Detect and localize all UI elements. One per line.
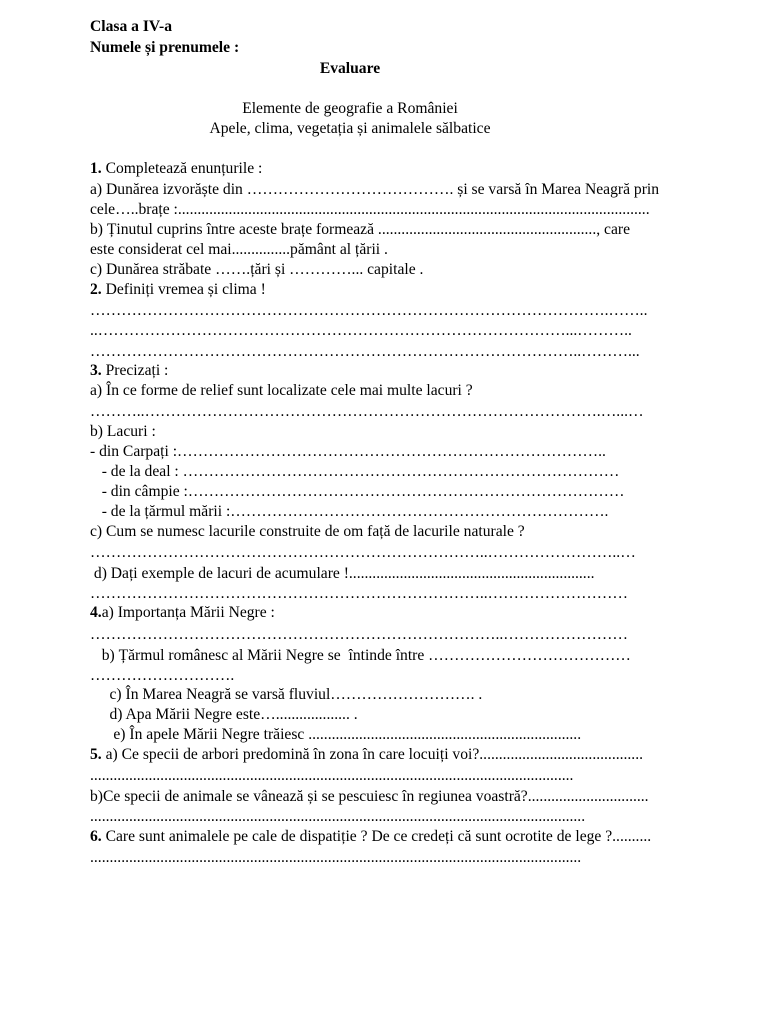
question-4-prompt <box>90 603 746 623</box>
question-5-prompt <box>90 745 746 765</box>
question-5a-text: a) Ce specii de arbori predomină în zona în care locuiți voi?.......................................... <box>101 746 644 763</box>
question-2-prompt <box>90 280 746 300</box>
question-4b: b) Țărmul românesc al Mării Negre se întinde între ………………………………… <box>90 647 631 664</box>
question-5-number: 5. <box>90 746 102 763</box>
question-3-number: 3. <box>90 362 102 379</box>
question-3b-coast: - de la țărmul mării :………………………………………………………………. <box>90 503 609 520</box>
question-3b-hill: - de la deal : ………………………………………………………………………… <box>90 463 620 480</box>
question-6-prompt <box>90 827 746 847</box>
question-4a-text: a) Importanța Mării Negre : <box>101 604 275 621</box>
answer-line: ............................................................................................................................... <box>90 808 586 825</box>
question-1b-line: este considerat cel mai...............pământ al țării . <box>90 241 388 258</box>
question-1a-line: cele…..brațe :......................................................................................................................... <box>90 201 650 218</box>
answer-line: .............................................................................................................................. <box>90 849 582 866</box>
answer-line: ……………………………………………………………………..…………………… <box>90 626 628 643</box>
answer-line: ……………………………………………………………………………………….…….. <box>90 302 648 319</box>
question-4-number: 4. <box>90 604 102 621</box>
question-6-text: Care sunt animalele pe cale de dispatiție ? De ce credeți că sunt ocrotite de lege ?.......... <box>101 828 652 845</box>
question-3c: c) Cum se numesc lacurile construite de om față de lacurile naturale ? <box>90 523 525 540</box>
student-name-label: Numele și prenumele : <box>90 39 240 56</box>
question-3-prompt <box>90 361 746 381</box>
question-1-number: 1. <box>90 160 102 177</box>
question-4d: d) Apa Mării Negre este…................... . <box>90 706 358 723</box>
question-1b: b) Ținutul cuprins între aceste brațe formează ........................................................, care <box>90 221 630 238</box>
answer-line: …………………………………………………………………..……………………..… <box>90 544 636 561</box>
question-3b: b) Lacuri : <box>90 423 156 440</box>
answer-line: ………..…………………………………………………………………………….…...… <box>90 403 644 420</box>
question-1-prompt <box>90 159 746 179</box>
answer-line: ..………………………………………………………………………………...……….. <box>90 322 632 339</box>
answer-line: ............................................................................................................................ <box>90 767 574 784</box>
question-4e: e) În apele Mării Negre trăiesc ...................................................................... <box>90 726 582 743</box>
question-1-text: Completează enunțurile : <box>101 160 263 177</box>
answer-line: ………………………. <box>90 667 235 684</box>
question-6-number: 6. <box>90 828 102 845</box>
subtitle-chapter: Apele, clima, vegetația și animalele sălbatice <box>209 120 491 137</box>
question-5b: b)Ce specii de animale se vânează și se pescuiesc în regiunea voastră?............................... <box>90 788 649 805</box>
question-3b-mountain: - din Carpați :……………………………………………………………………….. <box>90 443 606 460</box>
subtitle-topic: Elemente de geografie a României <box>242 100 458 117</box>
answer-line: …………………………………………………………………..……………………… <box>90 585 628 602</box>
question-2-text: Definiți vremea și clima ! <box>101 281 266 298</box>
question-1a: a) Dunărea izvorăște din …………………………………. și se varsă în Marea Neagră prin <box>90 181 660 198</box>
question-3b-plain: - din câmpie :………………………………………………………………………… <box>90 483 625 500</box>
answer-line: …………………………………………………………………………………..………... <box>90 343 640 360</box>
question-3-text: Precizați : <box>101 362 169 379</box>
question-3d: d) Dați exemple de lacuri de acumulare !............................................................... <box>90 565 595 582</box>
question-1c: c) Dunărea străbate …….țări și …………... capitale . <box>90 261 424 278</box>
question-2-number: 2. <box>90 281 102 298</box>
page-title: Evaluare <box>319 60 381 77</box>
class-label: Clasa a IV-a <box>90 18 173 35</box>
question-4c: c) În Marea Neagră se varsă fluviul………………………. . <box>90 686 483 703</box>
question-3a: a) În ce forme de relief sunt localizate cele mai multe lacuri ? <box>90 382 473 399</box>
